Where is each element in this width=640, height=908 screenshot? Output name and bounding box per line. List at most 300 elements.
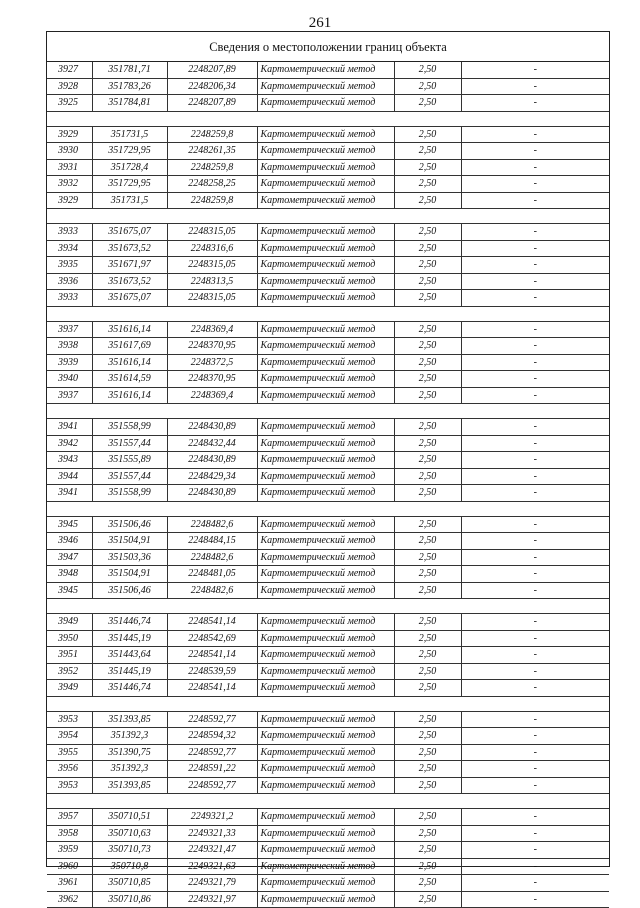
x-coordinate: 351671,97 (92, 257, 167, 274)
description: - (461, 663, 609, 680)
table-row (47, 533, 609, 550)
description: - (461, 240, 609, 257)
description: - (461, 126, 609, 143)
point-number: 3953 (47, 777, 92, 794)
description: - (461, 354, 609, 371)
x-coordinate: 351675,07 (92, 224, 167, 241)
x-coordinate: 351558,99 (92, 485, 167, 502)
x-coordinate: 351555,89 (92, 452, 167, 469)
accuracy: 2,50 (394, 354, 461, 371)
point-number: 3954 (47, 728, 92, 745)
accuracy: 2,50 (394, 485, 461, 502)
description: - (461, 582, 609, 599)
method: Картометрический метод (257, 435, 394, 452)
method: Картометрический метод (257, 516, 394, 533)
point-number: 3941 (47, 419, 92, 436)
accuracy: 2,50 (394, 533, 461, 550)
x-coordinate: 350710,86 (92, 891, 167, 908)
description: - (461, 842, 609, 859)
description: - (461, 630, 609, 647)
point-number: 3935 (47, 257, 92, 274)
group-separator (47, 501, 609, 516)
y-coordinate: 2248316,6 (167, 240, 257, 257)
method: Картометрический метод (257, 419, 394, 436)
x-coordinate: 351503,36 (92, 549, 167, 566)
y-coordinate: 2248370,95 (167, 338, 257, 355)
method: Картометрический метод (257, 371, 394, 388)
table-row (47, 192, 609, 209)
y-coordinate: 2248429,34 (167, 468, 257, 485)
method: Картометрический метод (257, 777, 394, 794)
point-number: 3945 (47, 516, 92, 533)
x-coordinate: 351614,59 (92, 371, 167, 388)
accuracy: 2,50 (394, 711, 461, 728)
table-row (47, 419, 609, 436)
point-number: 3943 (47, 452, 92, 469)
method: Картометрический метод (257, 711, 394, 728)
table-row (47, 354, 609, 371)
description: - (461, 533, 609, 550)
point-number: 3939 (47, 354, 92, 371)
x-coordinate: 350710,73 (92, 842, 167, 859)
x-coordinate: 351675,07 (92, 290, 167, 307)
accuracy: 2,50 (394, 516, 461, 533)
accuracy: 2,50 (394, 192, 461, 209)
method: Картометрический метод (257, 240, 394, 257)
description: - (461, 62, 609, 78)
y-coordinate: 2248592,77 (167, 744, 257, 761)
description: - (461, 809, 609, 826)
point-number: 3950 (47, 630, 92, 647)
method: Картометрический метод (257, 143, 394, 160)
description: - (461, 744, 609, 761)
accuracy: 2,50 (394, 468, 461, 485)
y-coordinate: 2248430,89 (167, 452, 257, 469)
accuracy: 2,50 (394, 842, 461, 859)
accuracy: 2,50 (394, 614, 461, 631)
description: - (461, 891, 609, 908)
method: Картометрический метод (257, 159, 394, 176)
boundary-table-frame (46, 31, 610, 905)
y-coordinate: 2248481,05 (167, 566, 257, 583)
group-separator (47, 696, 609, 711)
y-coordinate: 2248261,35 (167, 143, 257, 160)
description: - (461, 78, 609, 95)
method: Картометрический метод (257, 647, 394, 664)
coordinates-table (47, 62, 609, 908)
y-coordinate: 2249321,63 (167, 858, 257, 875)
x-coordinate: 351731,5 (92, 192, 167, 209)
description: - (461, 452, 609, 469)
method: Картометрический метод (257, 809, 394, 826)
x-coordinate: 351446,74 (92, 614, 167, 631)
table-row (47, 777, 609, 794)
x-coordinate: 351728,4 (92, 159, 167, 176)
point-number: 3927 (47, 62, 92, 78)
accuracy: 2,50 (394, 809, 461, 826)
point-number: 3933 (47, 224, 92, 241)
point-number: 3945 (47, 582, 92, 599)
accuracy: 2,50 (394, 95, 461, 112)
x-coordinate: 351673,52 (92, 240, 167, 257)
y-coordinate: 2248258,25 (167, 176, 257, 193)
accuracy: 2,50 (394, 371, 461, 388)
table-row (47, 452, 609, 469)
description: - (461, 371, 609, 388)
y-coordinate: 2248259,8 (167, 126, 257, 143)
description: - (461, 875, 609, 892)
description: - (461, 825, 609, 842)
x-coordinate: 351729,95 (92, 143, 167, 160)
group-separator (47, 794, 609, 809)
table-row (47, 485, 609, 502)
point-number: 3962 (47, 891, 92, 908)
accuracy: 2,50 (394, 728, 461, 745)
table-row (47, 744, 609, 761)
table-row (47, 614, 609, 631)
point-number: 3949 (47, 680, 92, 697)
x-coordinate: 351731,5 (92, 126, 167, 143)
x-coordinate: 351616,14 (92, 387, 167, 404)
table-row (47, 290, 609, 307)
accuracy: 2,50 (394, 62, 461, 78)
description: - (461, 273, 609, 290)
method: Картометрический метод (257, 858, 394, 875)
accuracy: 2,50 (394, 321, 461, 338)
accuracy: 2,50 (394, 419, 461, 436)
x-coordinate: 351392,3 (92, 728, 167, 745)
accuracy: 2,50 (394, 176, 461, 193)
table-row (47, 321, 609, 338)
x-coordinate: 351443,64 (92, 647, 167, 664)
y-coordinate: 2248541,14 (167, 647, 257, 664)
description: - (461, 647, 609, 664)
method: Картометрический метод (257, 78, 394, 95)
point-number: 3925 (47, 95, 92, 112)
y-coordinate: 2248591,22 (167, 761, 257, 778)
y-coordinate: 2248484,15 (167, 533, 257, 550)
method: Картометрический метод (257, 273, 394, 290)
x-coordinate: 351504,91 (92, 533, 167, 550)
description: - (461, 159, 609, 176)
y-coordinate: 2248594,32 (167, 728, 257, 745)
accuracy: 2,50 (394, 875, 461, 892)
table-row (47, 143, 609, 160)
table-row (47, 273, 609, 290)
point-number: 3928 (47, 78, 92, 95)
description: - (461, 728, 609, 745)
table-row (47, 468, 609, 485)
group-separator (47, 111, 609, 126)
method: Картометрический метод (257, 680, 394, 697)
table-row (47, 842, 609, 859)
x-coordinate: 351784,81 (92, 95, 167, 112)
x-coordinate: 351393,85 (92, 711, 167, 728)
y-coordinate: 2248207,89 (167, 95, 257, 112)
description: - (461, 777, 609, 794)
table-row (47, 711, 609, 728)
table-row (47, 647, 609, 664)
accuracy: 2,50 (394, 159, 461, 176)
accuracy: 2,50 (394, 777, 461, 794)
method: Картометрический метод (257, 630, 394, 647)
x-coordinate: 351616,14 (92, 321, 167, 338)
table-row (47, 78, 609, 95)
group-separator (47, 209, 609, 224)
point-number: 3951 (47, 647, 92, 664)
y-coordinate: 2248313,5 (167, 273, 257, 290)
description: - (461, 485, 609, 502)
method: Картометрический метод (257, 257, 394, 274)
method: Картометрический метод (257, 224, 394, 241)
x-coordinate: 351392,3 (92, 761, 167, 778)
accuracy: 2,50 (394, 273, 461, 290)
x-coordinate: 351617,69 (92, 338, 167, 355)
point-number: 3937 (47, 321, 92, 338)
y-coordinate: 2248315,05 (167, 257, 257, 274)
description: - (461, 711, 609, 728)
x-coordinate: 351393,85 (92, 777, 167, 794)
y-coordinate: 2248259,8 (167, 159, 257, 176)
description: - (461, 680, 609, 697)
y-coordinate: 2248541,14 (167, 614, 257, 631)
y-coordinate: 2248430,89 (167, 419, 257, 436)
y-coordinate: 2249321,79 (167, 875, 257, 892)
method: Картометрический метод (257, 485, 394, 502)
table-row (47, 809, 609, 826)
description: - (461, 338, 609, 355)
method: Картометрический метод (257, 875, 394, 892)
y-coordinate: 2249321,97 (167, 891, 257, 908)
table-row (47, 630, 609, 647)
point-number: 3937 (47, 387, 92, 404)
y-coordinate: 2249321,2 (167, 809, 257, 826)
y-coordinate: 2248482,6 (167, 582, 257, 599)
y-coordinate: 2248315,05 (167, 290, 257, 307)
method: Картометрический метод (257, 468, 394, 485)
table-row (47, 159, 609, 176)
description: - (461, 435, 609, 452)
table-row (47, 825, 609, 842)
description: - (461, 95, 609, 112)
table-row (47, 62, 609, 78)
table-row (47, 728, 609, 745)
y-coordinate: 2249321,33 (167, 825, 257, 842)
x-coordinate: 351783,26 (92, 78, 167, 95)
x-coordinate: 350710,51 (92, 809, 167, 826)
x-coordinate: 351446,74 (92, 680, 167, 697)
point-number: 3957 (47, 809, 92, 826)
point-number: 3960 (47, 858, 92, 875)
point-number: 3940 (47, 371, 92, 388)
method: Картометрический метод (257, 452, 394, 469)
x-coordinate: 351673,52 (92, 273, 167, 290)
method: Картометрический метод (257, 95, 394, 112)
point-number: 3955 (47, 744, 92, 761)
point-number: 3952 (47, 663, 92, 680)
x-coordinate: 351558,99 (92, 419, 167, 436)
accuracy: 2,50 (394, 126, 461, 143)
table-row (47, 891, 609, 908)
y-coordinate: 2248372,5 (167, 354, 257, 371)
table-row (47, 95, 609, 112)
y-coordinate: 2248369,4 (167, 387, 257, 404)
point-number: 3941 (47, 485, 92, 502)
method: Картометрический метод (257, 761, 394, 778)
x-coordinate: 351781,71 (92, 62, 167, 78)
y-coordinate: 2248482,6 (167, 549, 257, 566)
description: - (461, 761, 609, 778)
y-coordinate: 2248482,6 (167, 516, 257, 533)
table-row (47, 566, 609, 583)
accuracy: 2,50 (394, 825, 461, 842)
page-number: 261 (308, 15, 332, 31)
point-number: 3942 (47, 435, 92, 452)
accuracy: 2,50 (394, 387, 461, 404)
method: Картометрический метод (257, 354, 394, 371)
method: Картометрический метод (257, 744, 394, 761)
x-coordinate: 350710,8 (92, 858, 167, 875)
method: Картометрический метод (257, 62, 394, 78)
table-row (47, 582, 609, 599)
accuracy: 2,50 (394, 549, 461, 566)
description: - (461, 290, 609, 307)
method: Картометрический метод (257, 192, 394, 209)
method: Картометрический метод (257, 176, 394, 193)
x-coordinate: 351557,44 (92, 468, 167, 485)
accuracy: 2,50 (394, 224, 461, 241)
point-number: 3933 (47, 290, 92, 307)
accuracy: 2,50 (394, 582, 461, 599)
accuracy: 2,50 (394, 240, 461, 257)
method: Картометрический метод (257, 842, 394, 859)
accuracy: 2,50 (394, 290, 461, 307)
accuracy: 2,50 (394, 143, 461, 160)
method: Картометрический метод (257, 728, 394, 745)
method: Картометрический метод (257, 663, 394, 680)
table-row (47, 371, 609, 388)
accuracy: 2,50 (394, 761, 461, 778)
x-coordinate: 350710,63 (92, 825, 167, 842)
method: Картометрический метод (257, 290, 394, 307)
table-title: Сведения о местоположении границ объекта (47, 32, 609, 62)
point-number: 3932 (47, 176, 92, 193)
accuracy: 2,50 (394, 647, 461, 664)
table-row (47, 875, 609, 892)
description: - (461, 549, 609, 566)
table-row (47, 338, 609, 355)
table-row (47, 549, 609, 566)
accuracy: 2,50 (394, 891, 461, 908)
point-number: 3929 (47, 192, 92, 209)
description: - (461, 516, 609, 533)
table-row (47, 257, 609, 274)
accuracy: 2,50 (394, 435, 461, 452)
table-row (47, 224, 609, 241)
x-coordinate: 350710,85 (92, 875, 167, 892)
point-number: 3947 (47, 549, 92, 566)
point-number: 3953 (47, 711, 92, 728)
y-coordinate: 2248369,4 (167, 321, 257, 338)
y-coordinate: 2248430,89 (167, 485, 257, 502)
accuracy: 2,50 (394, 257, 461, 274)
method: Картометрический метод (257, 387, 394, 404)
x-coordinate: 351390,75 (92, 744, 167, 761)
y-coordinate: 2248541,14 (167, 680, 257, 697)
description: - (461, 858, 609, 875)
description: - (461, 614, 609, 631)
y-coordinate: 2248542,69 (167, 630, 257, 647)
description: - (461, 257, 609, 274)
point-number: 3949 (47, 614, 92, 631)
method: Картометрический метод (257, 549, 394, 566)
x-coordinate: 351445,19 (92, 630, 167, 647)
accuracy: 2,50 (394, 630, 461, 647)
accuracy: 2,50 (394, 78, 461, 95)
description: - (461, 387, 609, 404)
point-number: 3956 (47, 761, 92, 778)
x-coordinate: 351616,14 (92, 354, 167, 371)
x-coordinate: 351445,19 (92, 663, 167, 680)
description: - (461, 192, 609, 209)
method: Картометрический метод (257, 614, 394, 631)
accuracy: 2,50 (394, 663, 461, 680)
y-coordinate: 2249321,47 (167, 842, 257, 859)
x-coordinate: 351506,46 (92, 516, 167, 533)
method: Картометрический метод (257, 338, 394, 355)
description: - (461, 224, 609, 241)
y-coordinate: 2248592,77 (167, 711, 257, 728)
y-coordinate: 2248206,34 (167, 78, 257, 95)
accuracy: 2,50 (394, 744, 461, 761)
table-row (47, 761, 609, 778)
accuracy: 2,50 (394, 566, 461, 583)
description: - (461, 321, 609, 338)
description: - (461, 419, 609, 436)
table-row (47, 663, 609, 680)
point-number: 3931 (47, 159, 92, 176)
point-number: 3961 (47, 875, 92, 892)
point-number: 3934 (47, 240, 92, 257)
method: Картометрический метод (257, 566, 394, 583)
accuracy: 2,50 (394, 680, 461, 697)
table-row (47, 680, 609, 697)
table-row (47, 858, 609, 875)
table-row (47, 176, 609, 193)
point-number: 3936 (47, 273, 92, 290)
table-row (47, 387, 609, 404)
y-coordinate: 2248592,77 (167, 777, 257, 794)
method: Картометрический метод (257, 825, 394, 842)
y-coordinate: 2248259,8 (167, 192, 257, 209)
accuracy: 2,50 (394, 858, 461, 875)
table-row (47, 516, 609, 533)
description: - (461, 176, 609, 193)
point-number: 3929 (47, 126, 92, 143)
accuracy: 2,50 (394, 338, 461, 355)
y-coordinate: 2248315,05 (167, 224, 257, 241)
table-row (47, 126, 609, 143)
y-coordinate: 2248370,95 (167, 371, 257, 388)
y-coordinate: 2248432,44 (167, 435, 257, 452)
point-number: 3944 (47, 468, 92, 485)
method: Картометрический метод (257, 533, 394, 550)
point-number: 3946 (47, 533, 92, 550)
method: Картометрический метод (257, 321, 394, 338)
accuracy: 2,50 (394, 452, 461, 469)
description: - (461, 468, 609, 485)
method: Картометрический метод (257, 126, 394, 143)
